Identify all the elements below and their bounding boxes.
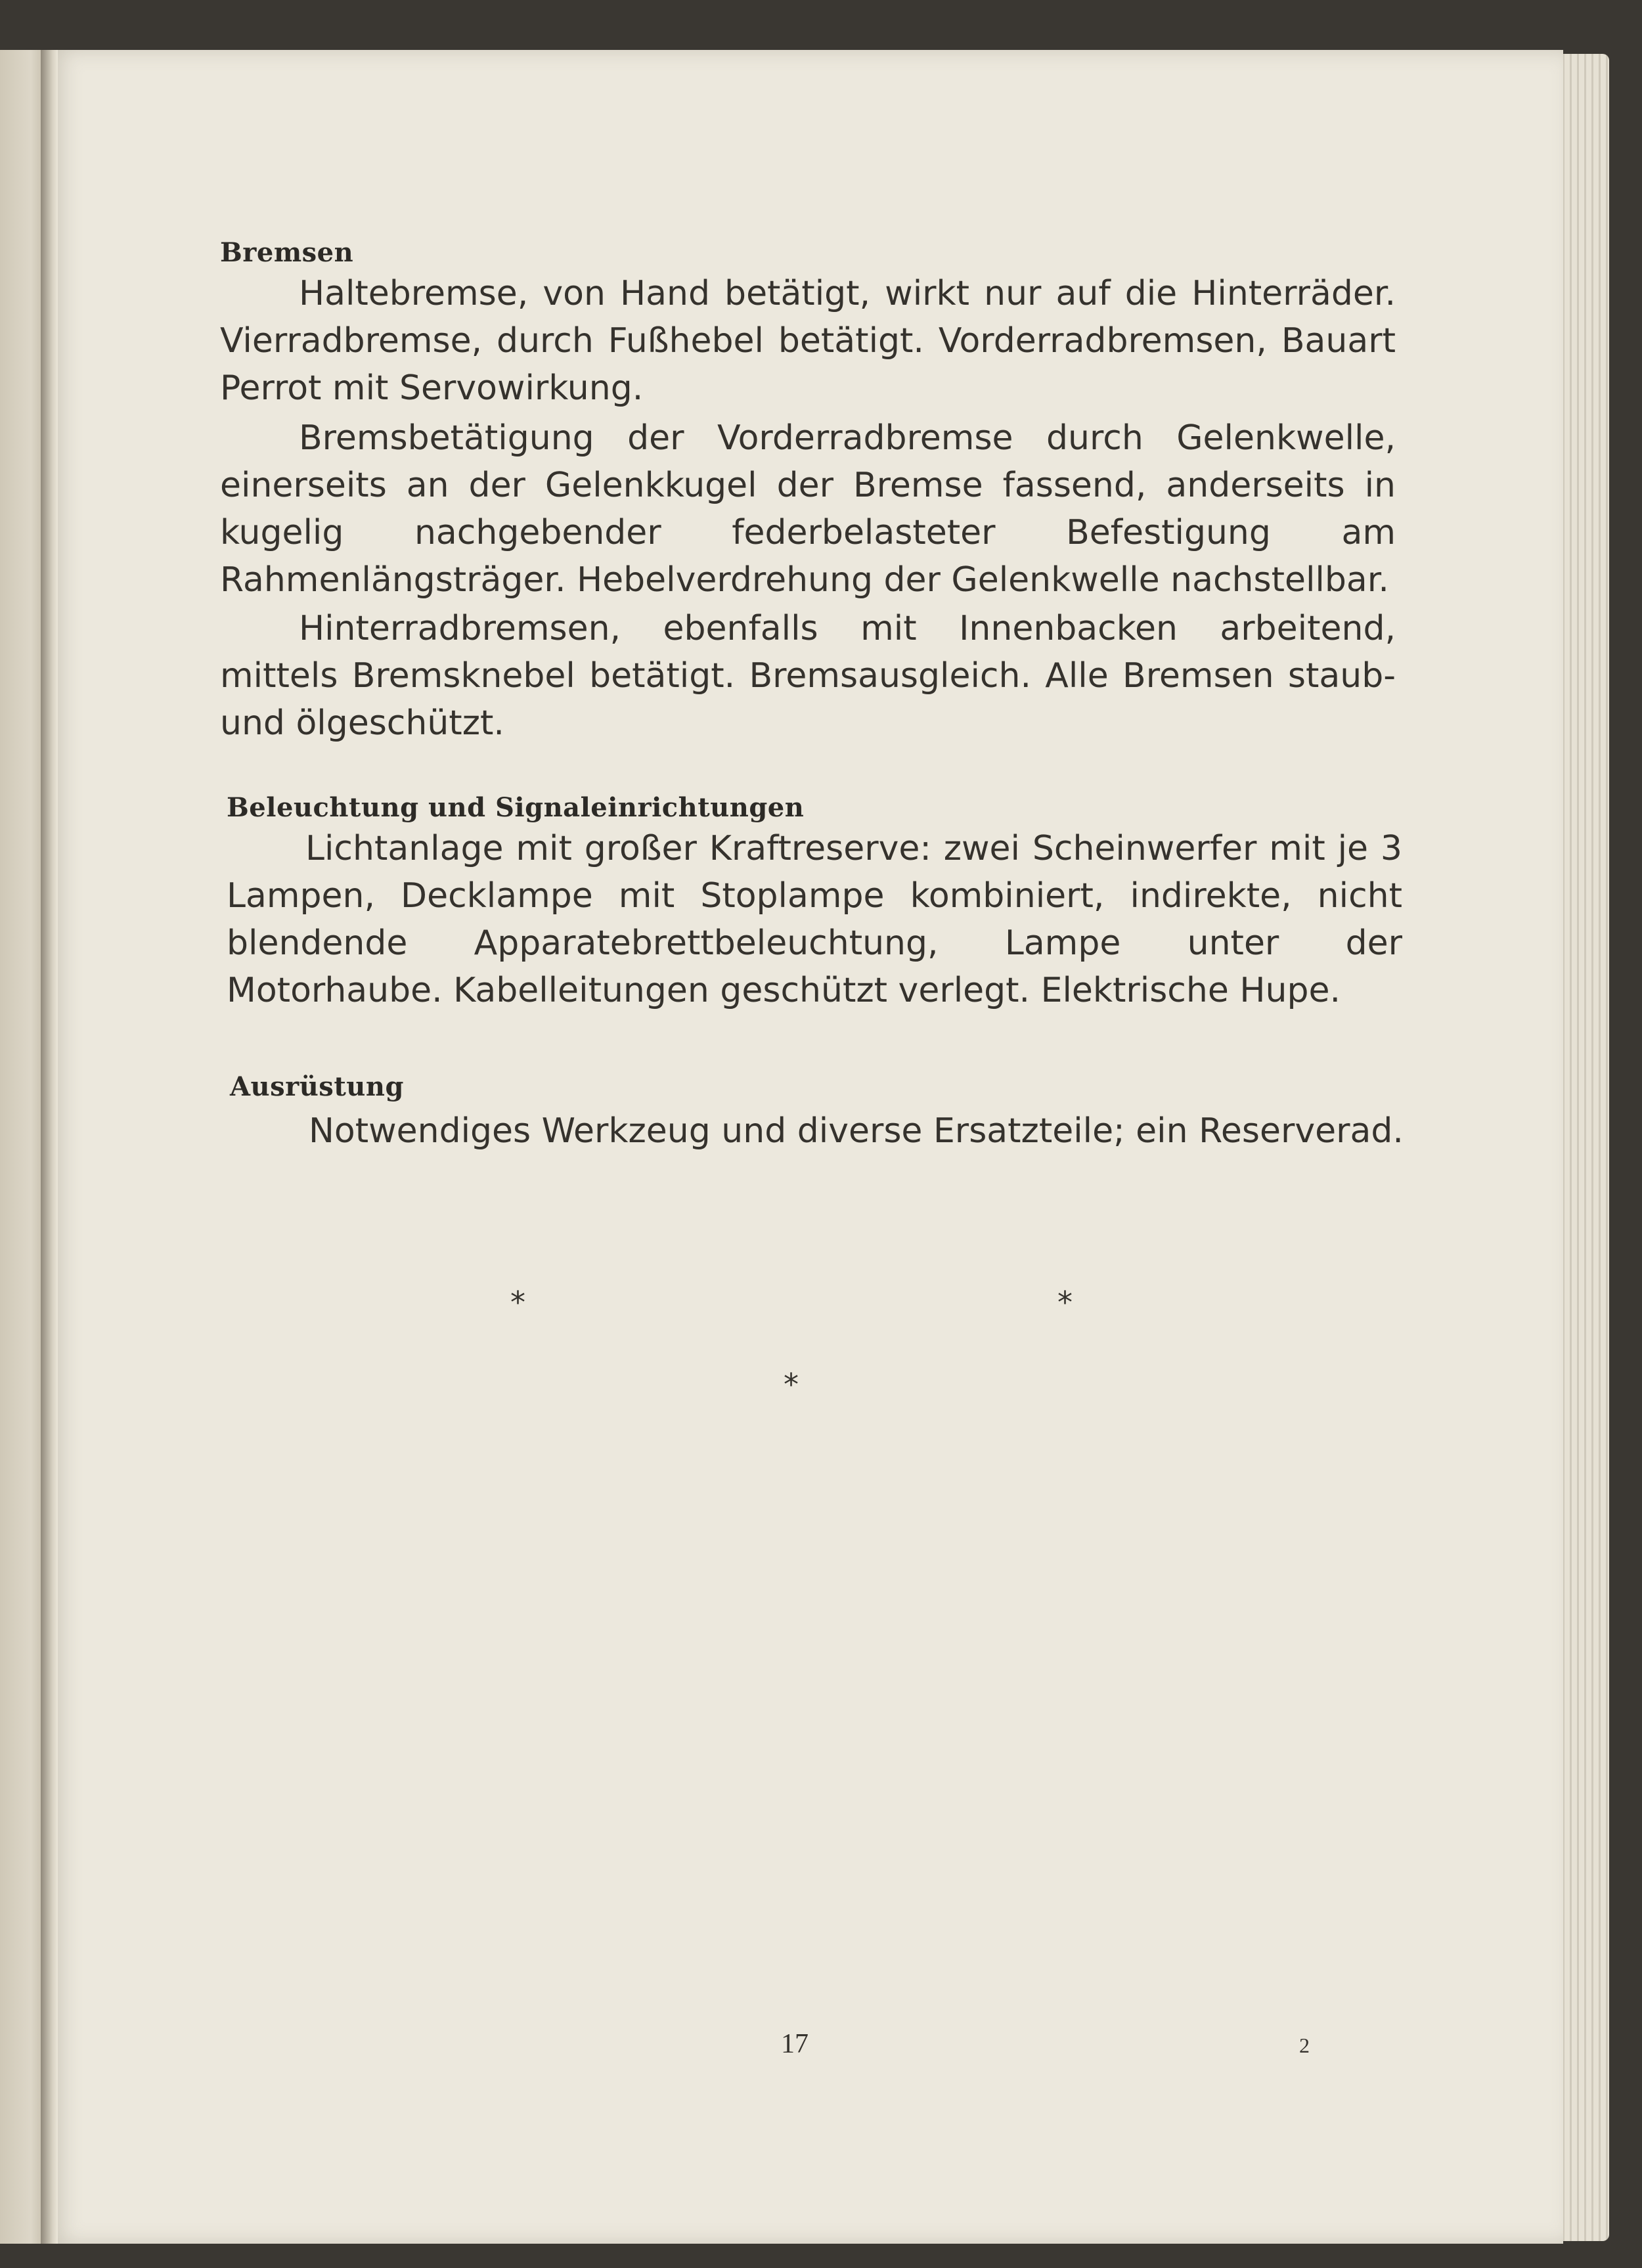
book-page xyxy=(53,50,1563,2244)
section-heading-bremsen: Bremsen xyxy=(220,237,354,268)
section-heading-ausruestung: Ausrüstung xyxy=(230,1071,404,1102)
paragraph-werkzeug: Notwendiges Werkzeug und diverse Ersatzteile; ein Reserverad. xyxy=(309,1111,1404,1151)
section-heading-beleuchtung: Beleuchtung und Signaleinrichtungen xyxy=(227,792,805,823)
page-number: 17 xyxy=(781,2029,809,2059)
paragraph-lichtanlage: Lichtanlage mit großer Kraftreserve: zwei Scheinwerfer mit je 3 Lampen, Decklampe mit Stoplampe kombiniert, indirekte, nicht blendende Apparatebrettbeleuchtung, Lampe unter der Motorhaube. Kabelleitungen geschützt verlegt. Elektrische Hupe. xyxy=(227,829,1402,1010)
book-gutter xyxy=(41,50,58,2244)
separator-asterisk-left: * xyxy=(510,1285,525,1320)
paragraph-hinterradbremsen: Hinterradbremsen, ebenfalls mit Innenbacken arbeitend, mittels Bremsknebel betätigt. Bremsausgleich. Alle Bremsen staub- und ölgeschützt. xyxy=(220,609,1396,743)
paragraph-bremsbetaetigung: Bremsbetätigung der Vorderradbremse durch Gelenkwelle, einerseits an der Gelenkkugel der Bremse fassend, anderseits in kugelig nachgebender federbelasteter Befestigung am Rahmenlängsträger. Hebelverdrehung der Gelenkwelle nachstellbar. xyxy=(220,418,1396,600)
paragraph-haltebremse: Haltebremse, von Hand betätigt, wirkt nur auf die Hinterräder. Vierradbremse, durch Fußhebel betätigt. Vorderradbremsen, Bauart Perrot mit Servowirkung. xyxy=(220,274,1396,408)
separator-asterisk-right: * xyxy=(1057,1285,1073,1320)
separator-asterisk-center: * xyxy=(784,1367,799,1402)
signature-mark: 2 xyxy=(1299,2034,1310,2057)
